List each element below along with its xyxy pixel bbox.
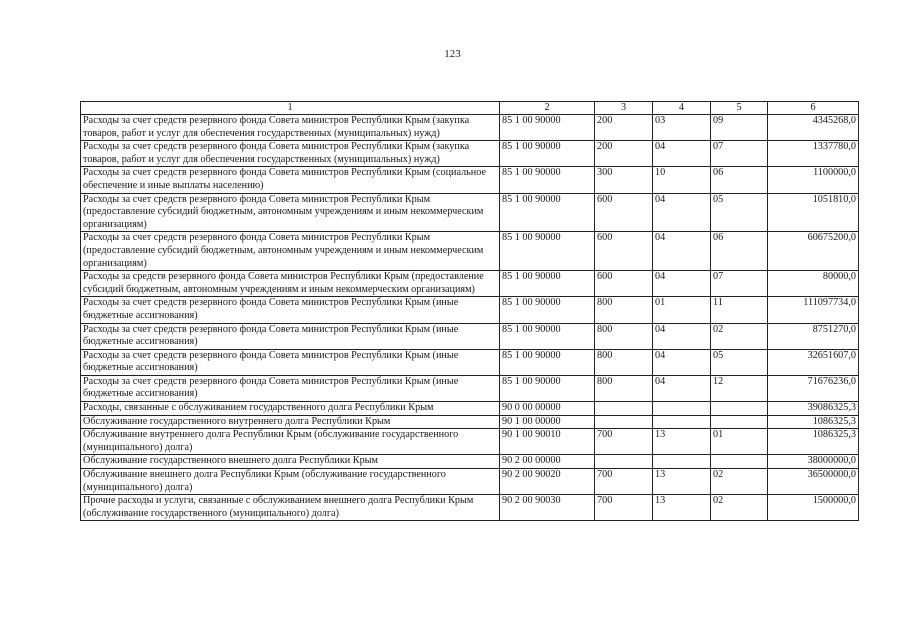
table-row — [81, 232, 859, 271]
table-row — [81, 402, 859, 416]
table-row — [81, 141, 859, 167]
expense-name: Расходы за счет средств резервного фонда Совета министров Республики Крым (иные бюджетные ассигнования) — [81, 349, 500, 375]
expense-name: Расходы, связанные с обслуживанием государственного долга Республики Крым — [81, 402, 500, 416]
subsection-code: 09 — [711, 115, 768, 141]
amount: 32651607,0 — [768, 349, 859, 375]
amount: 4345268,0 — [768, 115, 859, 141]
section-code: 04 — [653, 271, 711, 297]
target-code: 85 1 00 90000 — [500, 141, 595, 167]
expense-type-code: 700 — [595, 429, 653, 455]
expense-type-code: 300 — [595, 167, 653, 193]
column-header: 1 — [81, 102, 500, 115]
section-code: 13 — [653, 495, 711, 521]
section-code: 04 — [653, 349, 711, 375]
expense-type-code: 200 — [595, 115, 653, 141]
target-code: 85 1 00 90000 — [500, 271, 595, 297]
amount: 1100000,0 — [768, 167, 859, 193]
amount: 1337780,0 — [768, 141, 859, 167]
section-code — [653, 402, 711, 416]
expense-type-code: 600 — [595, 232, 653, 271]
expense-type-code: 200 — [595, 141, 653, 167]
target-code: 85 1 00 90000 — [500, 297, 595, 323]
target-code: 90 1 00 00000 — [500, 415, 595, 429]
subsection-code — [711, 455, 768, 469]
amount: 1086325,3 — [768, 415, 859, 429]
subsection-code: 05 — [711, 193, 768, 232]
expense-name: Обслуживание внутреннего долга Республики Крым (обслуживание государственного (муниципального) долга) — [81, 429, 500, 455]
expense-name: Расходы за счет средств резервного фонда Совета министров Республики Крым (иные бюджетные ассигнования) — [81, 375, 500, 401]
header-row — [81, 102, 859, 115]
table-row — [81, 297, 859, 323]
subsection-code: 01 — [711, 429, 768, 455]
target-code: 90 0 00 00000 — [500, 402, 595, 416]
column-header: 2 — [500, 102, 595, 115]
subsection-code: 02 — [711, 323, 768, 349]
expense-name: Прочие расходы и услуги, связанные с обслуживанием внешнего долга Республики Крым (обслуживание государственного (муниципального) долга) — [81, 495, 500, 521]
amount: 1086325,3 — [768, 429, 859, 455]
target-code: 85 1 00 90000 — [500, 115, 595, 141]
table-row — [81, 271, 859, 297]
expense-name: Расходы за счет средств резервного фонда Совета министров Республики Крым (предоставление субсидий бюджетным, автономным учреждениям и иным некоммерческим организациям) — [81, 193, 500, 232]
column-header: 3 — [595, 102, 653, 115]
table-row — [81, 115, 859, 141]
expense-type-code — [595, 402, 653, 416]
target-code: 85 1 00 90000 — [500, 193, 595, 232]
page-number: 123 — [444, 48, 461, 60]
expense-type-code: 800 — [595, 375, 653, 401]
subsection-code: 07 — [711, 271, 768, 297]
subsection-code: 11 — [711, 297, 768, 323]
subsection-code — [711, 402, 768, 416]
target-code: 85 1 00 90000 — [500, 232, 595, 271]
expense-type-code: 700 — [595, 495, 653, 521]
expense-type-code: 800 — [595, 323, 653, 349]
column-header: 4 — [653, 102, 711, 115]
subsection-code — [711, 415, 768, 429]
target-code: 85 1 00 90000 — [500, 349, 595, 375]
amount: 38000000,0 — [768, 455, 859, 469]
expense-name: Расходы за счет средств резервного фонда Совета министров Республики Крым (иные бюджетные ассигнования) — [81, 323, 500, 349]
table-row — [81, 167, 859, 193]
section-code: 04 — [653, 193, 711, 232]
expense-type-code — [595, 455, 653, 469]
amount: 71676236,0 — [768, 375, 859, 401]
expense-type-code: 700 — [595, 469, 653, 495]
table-row — [81, 495, 859, 521]
amount: 111097734,0 — [768, 297, 859, 323]
section-code — [653, 415, 711, 429]
budget-table — [80, 101, 859, 521]
target-code: 85 1 00 90000 — [500, 167, 595, 193]
target-code: 90 2 00 90020 — [500, 469, 595, 495]
section-code: 04 — [653, 375, 711, 401]
expense-name: Обслуживание государственного внутреннего долга Республики Крым — [81, 415, 500, 429]
table-row — [81, 429, 859, 455]
table-row — [81, 323, 859, 349]
section-code: 13 — [653, 469, 711, 495]
amount: 60675200,0 — [768, 232, 859, 271]
subsection-code: 06 — [711, 232, 768, 271]
target-code: 90 2 00 00000 — [500, 455, 595, 469]
table-row — [81, 193, 859, 232]
section-code: 04 — [653, 323, 711, 349]
expense-name: Расходы за средств резервного фонда Совета министров Республики Крым (предоставление субсидий бюджетным, автономным учреждениям и иным некоммерческим организациям) — [81, 271, 500, 297]
table-row — [81, 349, 859, 375]
section-code: 03 — [653, 115, 711, 141]
table-row — [81, 415, 859, 429]
amount: 39086325,3 — [768, 402, 859, 416]
section-code: 01 — [653, 297, 711, 323]
table-row — [81, 375, 859, 401]
subsection-code: 02 — [711, 495, 768, 521]
expense-name: Расходы за счет средств резервного фонда Совета министров Республики Крым (предоставление субсидий бюджетным, автономным учреждениям и иным некоммерческим организациям) — [81, 232, 500, 271]
expense-type-code — [595, 415, 653, 429]
subsection-code: 06 — [711, 167, 768, 193]
expense-name: Расходы за счет средств резервного фонда Совета министров Республики Крым (закупка товаров, работ и услуг для обеспечения государственных (муниципальных) нужд) — [81, 115, 500, 141]
amount: 80000,0 — [768, 271, 859, 297]
section-code: 13 — [653, 429, 711, 455]
table-row — [81, 469, 859, 495]
expense-name: Расходы за счет средств резервного фонда Совета министров Республики Крым (иные бюджетные ассигнования) — [81, 297, 500, 323]
amount: 1500000,0 — [768, 495, 859, 521]
table-row — [81, 455, 859, 469]
expense-name: Обслуживание государственного внешнего долга Республики Крым — [81, 455, 500, 469]
section-code: 04 — [653, 232, 711, 271]
section-code — [653, 455, 711, 469]
amount: 36500000,0 — [768, 469, 859, 495]
target-code: 85 1 00 90000 — [500, 375, 595, 401]
expense-name: Расходы за счет средств резервного фонда Совета министров Республики Крым (закупка товаров, работ и услуг для обеспечения государственных (муниципальных) нужд) — [81, 141, 500, 167]
expense-name: Обслуживание внешнего долга Республики Крым (обслуживание государственного (муниципального) долга) — [81, 469, 500, 495]
subsection-code: 12 — [711, 375, 768, 401]
target-code: 85 1 00 90000 — [500, 323, 595, 349]
subsection-code: 07 — [711, 141, 768, 167]
expense-type-code: 800 — [595, 297, 653, 323]
expense-type-code: 600 — [595, 271, 653, 297]
column-header: 5 — [711, 102, 768, 115]
amount: 8751270,0 — [768, 323, 859, 349]
column-header: 6 — [768, 102, 859, 115]
target-code: 90 1 00 90010 — [500, 429, 595, 455]
target-code: 90 2 00 90030 — [500, 495, 595, 521]
expense-type-code: 800 — [595, 349, 653, 375]
section-code: 10 — [653, 167, 711, 193]
expense-name: Расходы за счет средств резервного фонда Совета министров Республики Крым (социальное обеспечение и иные выплаты населению) — [81, 167, 500, 193]
section-code: 04 — [653, 141, 711, 167]
subsection-code: 02 — [711, 469, 768, 495]
subsection-code: 05 — [711, 349, 768, 375]
amount: 1051810,0 — [768, 193, 859, 232]
expense-type-code: 600 — [595, 193, 653, 232]
